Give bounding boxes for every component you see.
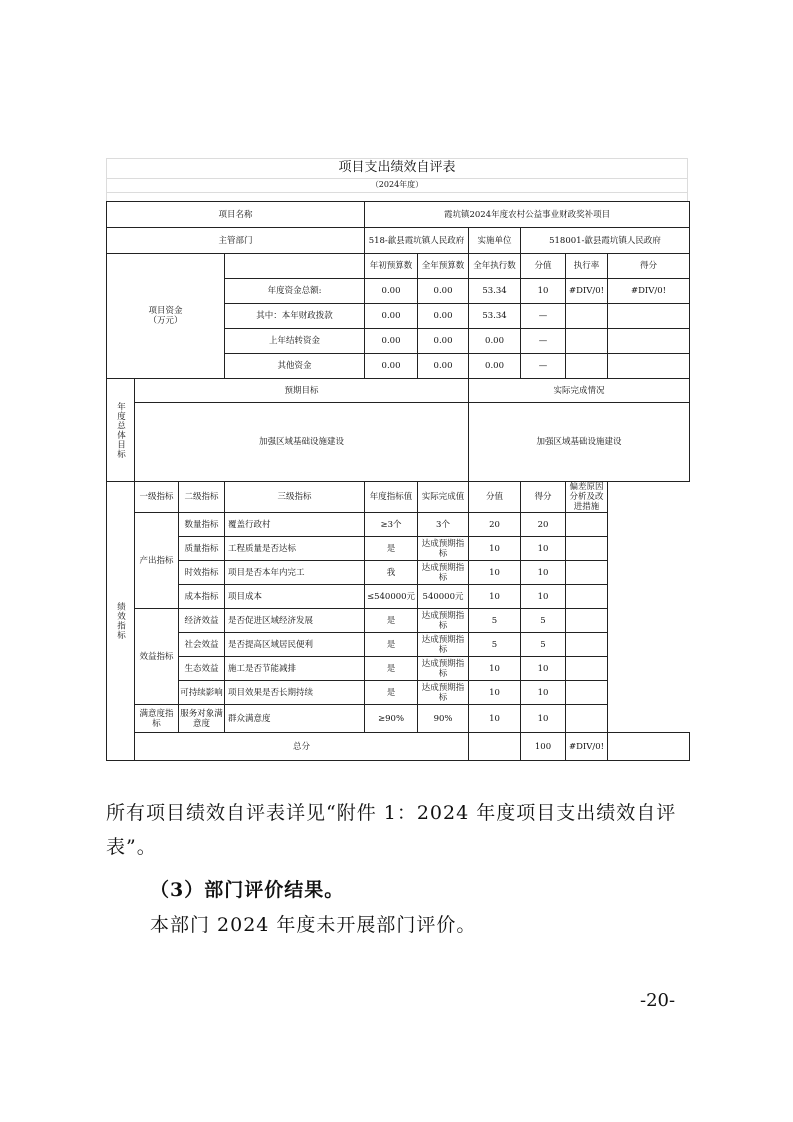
perf-label-cell bbox=[107, 482, 135, 761]
table-row bbox=[107, 733, 690, 761]
sheet-title: 项目支出绩效自评表 bbox=[338, 160, 456, 175]
table-row bbox=[107, 482, 690, 513]
table-row: 生态效益 施工是否节能减排 是 达成预期指标 10 10 bbox=[107, 657, 690, 681]
sheet-subtitle: （2024年度） bbox=[370, 180, 424, 189]
funds-row-label: 其他资金 bbox=[225, 354, 365, 379]
table-row: 满意度指标 服务对象满意度 群众满意度 ≥90% 90% 10 10 bbox=[107, 705, 690, 733]
table-row: 成本指标 项目成本 ≤540000元 540000元 10 10 bbox=[107, 585, 690, 609]
goal-actual-label: 实际完成情况 bbox=[469, 379, 690, 403]
total-label: 总分 bbox=[135, 733, 469, 761]
table-row: 时效指标 项目是否本年内完工 我 达成预期指标 10 10 bbox=[107, 561, 690, 585]
section-heading: （3）部门评价结果。 bbox=[150, 879, 345, 901]
total-value: 100 bbox=[521, 733, 566, 761]
funds-row-label: 其中：本年财政拨款 bbox=[225, 304, 365, 329]
table-row: 可持续影响 项目效果是否长期持续 是 达成预期指标 10 10 bbox=[107, 681, 690, 705]
header-cell: 全年预算数 bbox=[418, 254, 469, 279]
header-cell: 执行率 bbox=[566, 254, 608, 279]
goal-label-cell bbox=[107, 379, 135, 482]
table-row: 其他资金 0.00 0.00 0.00 — bbox=[107, 354, 690, 379]
table-row: 社会效益 是否提高区域居民便利 是 达成预期指标 5 5 bbox=[107, 633, 690, 657]
funds-row-label: 上年结转资金 bbox=[225, 329, 365, 354]
unit-value: 518001-歙县霞坑镇人民政府 bbox=[521, 228, 690, 254]
page-number: -20- bbox=[640, 990, 676, 1011]
header-cell: 实际完成值 bbox=[418, 482, 469, 513]
level1-satisfaction: 满意度指标 bbox=[135, 705, 179, 733]
table-row: 上年结转资金 0.00 0.00 0.00 — bbox=[107, 329, 690, 354]
table-row: 产出指标 数量指标 覆盖行政村 ≥3个 3个 20 20 bbox=[107, 513, 690, 537]
table-row bbox=[107, 403, 690, 482]
goal-label: 年度总体目标 bbox=[115, 401, 126, 459]
paragraph-attachment-note: 所有项目绩效自评表详见“附件 1：2024 年度项目支出绩效自评表”。 bbox=[106, 802, 677, 858]
dept-label: 主管部门 bbox=[107, 228, 365, 254]
dept-value: 518-歙县霞坑镇人民政府 bbox=[365, 228, 469, 254]
project-name: 霞坑镇2024年度农村公益事业财政奖补项目 bbox=[365, 202, 690, 228]
table-row bbox=[107, 254, 690, 279]
level1-output: 产出指标 bbox=[135, 513, 179, 609]
level1-benefit: 效益指标 bbox=[135, 609, 179, 705]
header-cell: 年初预算数 bbox=[365, 254, 418, 279]
funds-label: 项目资金 （万元） bbox=[107, 254, 225, 379]
table-row bbox=[107, 228, 690, 254]
goal-expected-label: 预期目标 bbox=[135, 379, 469, 403]
funds-row-label: 年度资金总额: bbox=[225, 279, 365, 304]
header-cell: 一级指标 bbox=[135, 482, 179, 513]
goal-actual: 加强区域基础设施建设 bbox=[469, 403, 690, 482]
table-row bbox=[107, 379, 690, 403]
table-row: 效益指标 经济效益 是否促进区域经济发展 是 达成预期指标 5 5 bbox=[107, 609, 690, 633]
header-cell: 二级指标 bbox=[179, 482, 225, 513]
project-name-label: 项目名称 bbox=[107, 202, 365, 228]
table-row bbox=[107, 202, 690, 228]
paragraph-dept-evaluation: 本部门 2024 年度未开展部门评价。 bbox=[150, 914, 477, 936]
header-cell: 分值 bbox=[521, 254, 566, 279]
header-cell: 三级指标 bbox=[225, 482, 365, 513]
perf-label: 绩效指标 bbox=[115, 602, 126, 640]
header-cell: 得分 bbox=[521, 482, 566, 513]
header-cell: 年度指标值 bbox=[365, 482, 418, 513]
performance-sheet bbox=[106, 158, 688, 774]
header-cell: 分值 bbox=[469, 482, 521, 513]
table-row: 年度资金总额: 0.00 0.00 53.34 10 #DIV/0! #DIV/0! bbox=[107, 279, 690, 304]
goal-expected: 加强区域基础设施建设 bbox=[135, 403, 469, 482]
table-row: 其中：本年财政拨款 0.00 0.00 53.34 — bbox=[107, 304, 690, 329]
header-cell: 得分 bbox=[608, 254, 690, 279]
table-row: 质量指标 工程质量是否达标 是 达成预期指标 10 10 bbox=[107, 537, 690, 561]
header-cell: 偏差原因分析及改进措施 bbox=[566, 482, 608, 513]
header-cell: 全年执行数 bbox=[469, 254, 521, 279]
evaluation-table bbox=[106, 201, 690, 761]
total-score: #DIV/0! bbox=[566, 733, 608, 761]
unit-label: 实施单位 bbox=[469, 228, 521, 254]
